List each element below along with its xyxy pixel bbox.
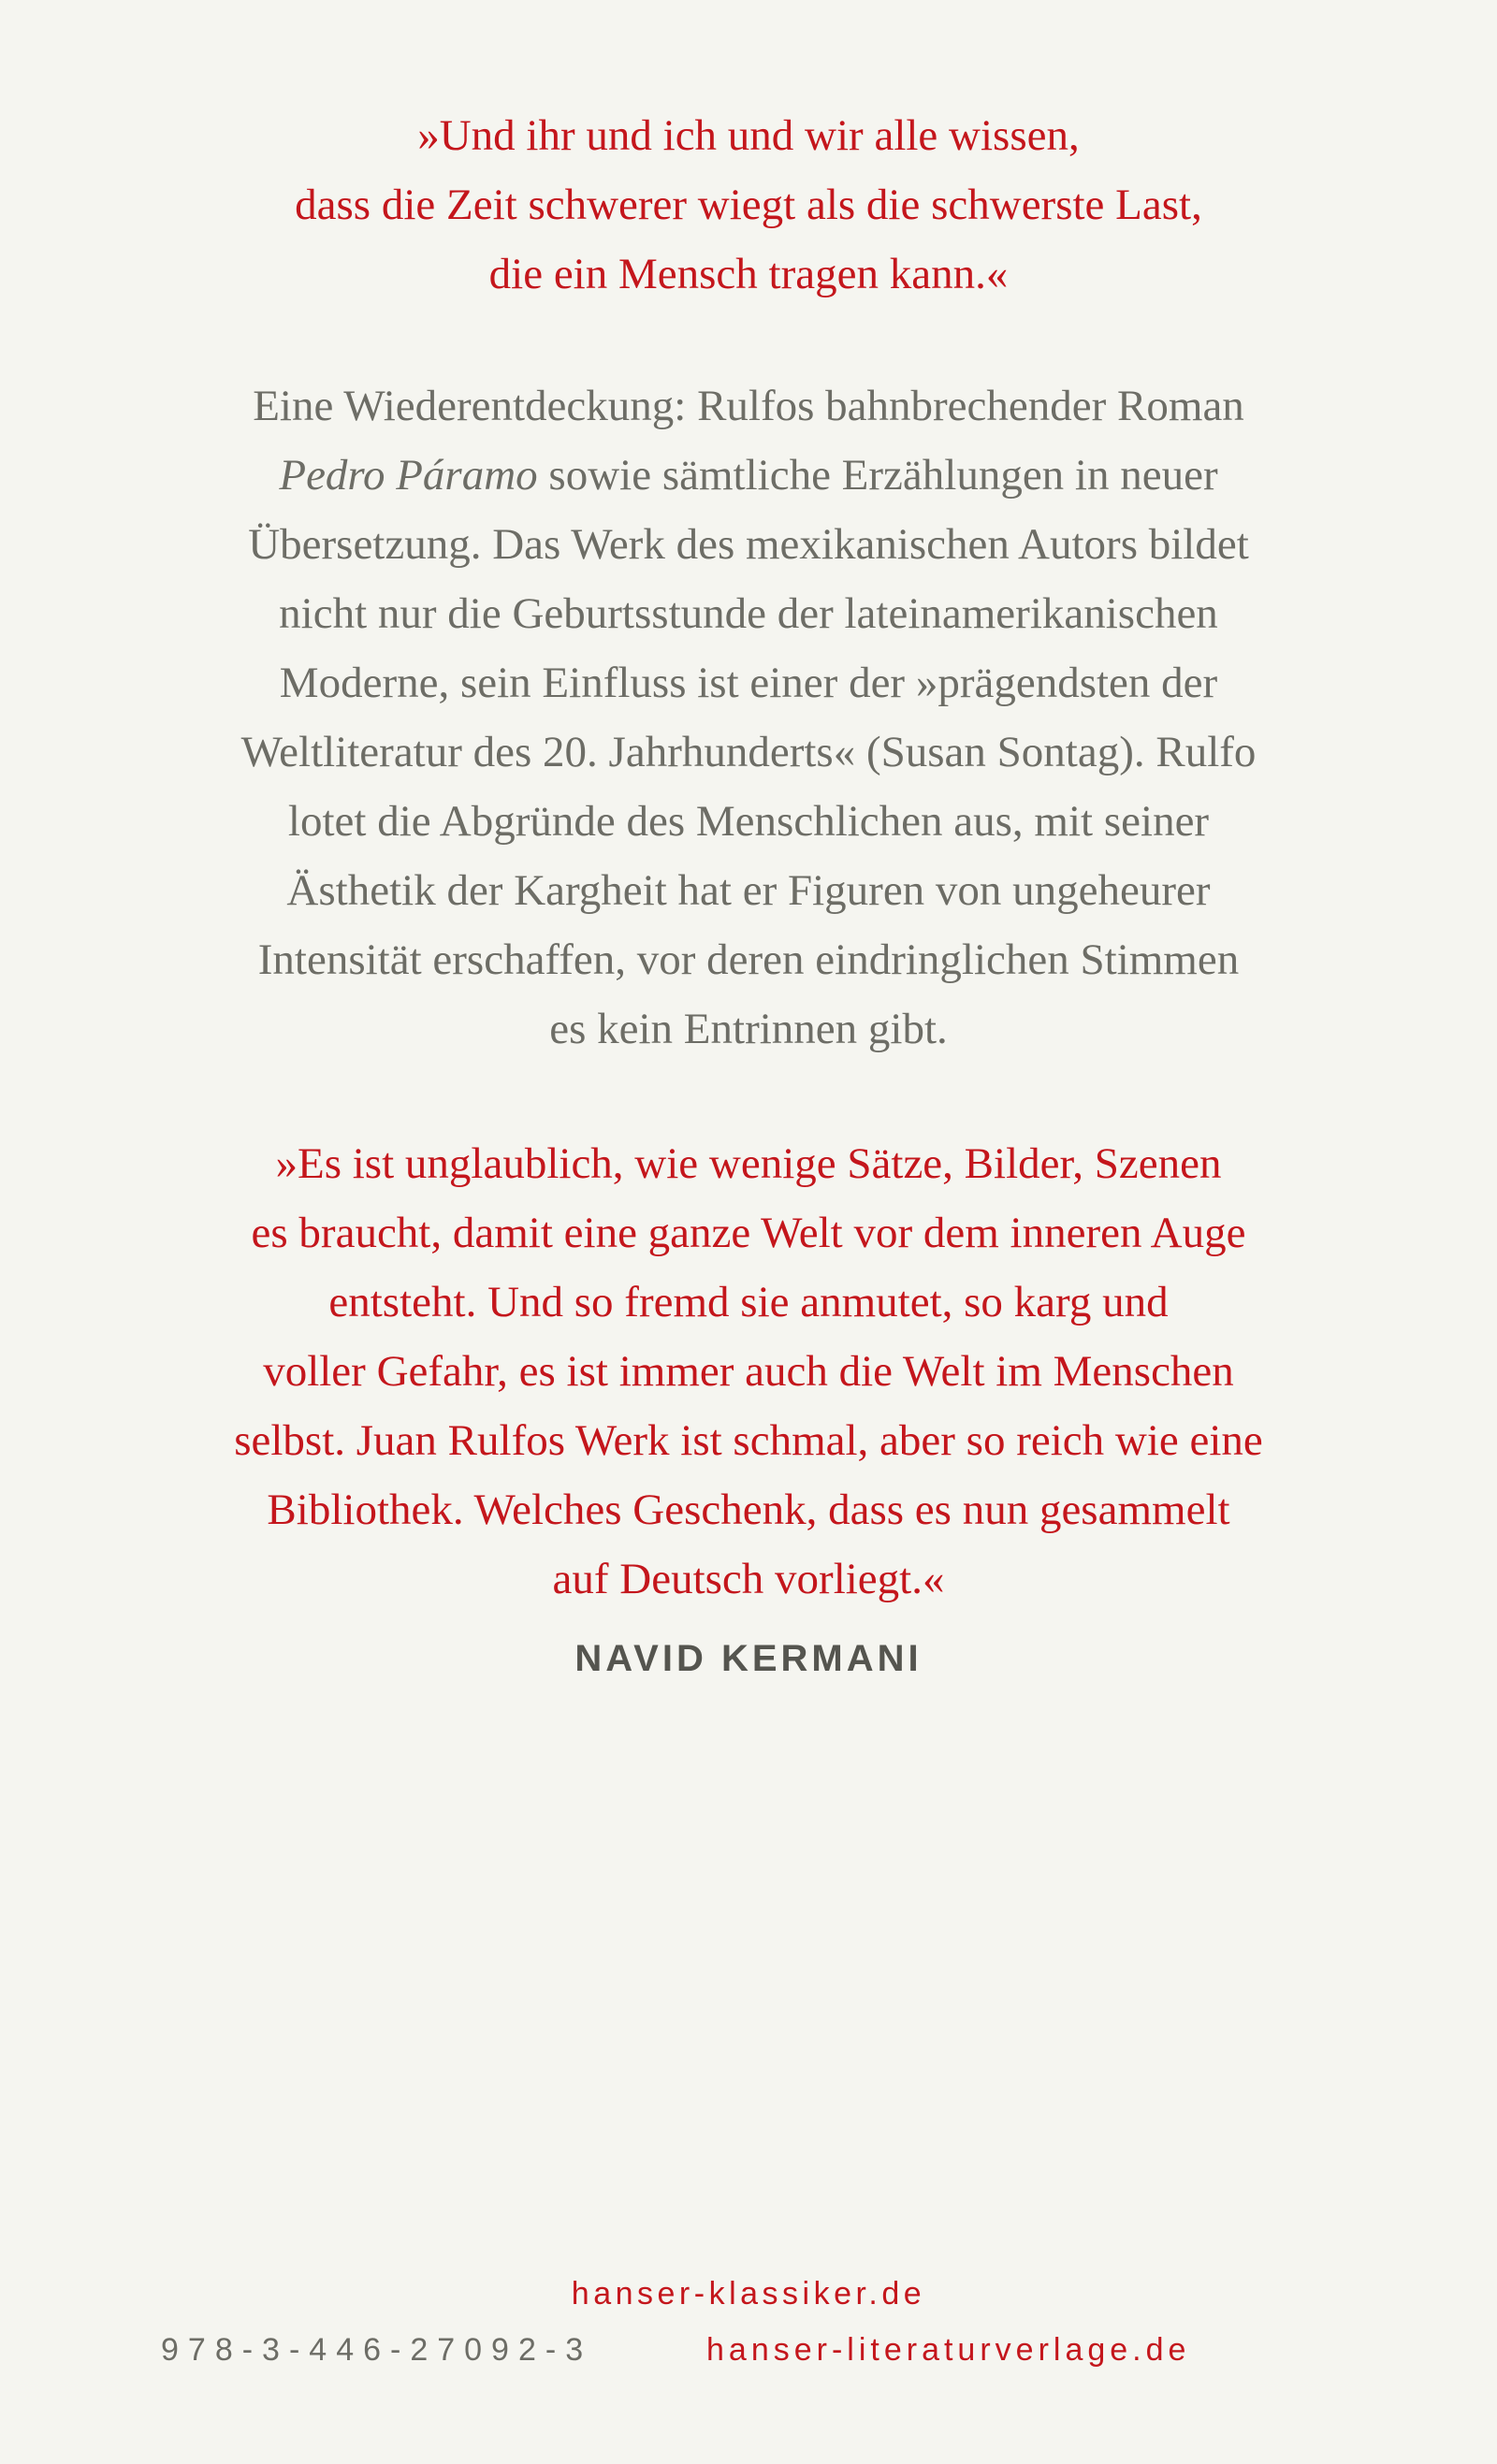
description-line: es kein Entrinnen gibt. <box>549 1005 948 1053</box>
review-author: NAVID KERMANI <box>574 1638 923 1679</box>
review-line: »Es ist unglaublich, wie wenige Sätze, Bilder, Szenen <box>275 1139 1222 1188</box>
review-line: Bibliothek. Welches Geschenk, dass es nun gesammelt <box>267 1486 1230 1534</box>
description-line: Moderne, sein Einfluss ist einer der »prägendsten der <box>279 659 1218 707</box>
description-line-rest: sowie sämtliche Erzählungen in neuer <box>537 451 1218 500</box>
website-link-klassiker[interactable]: hanser-klassiker.de <box>571 2276 926 2312</box>
review-line: voller Gefahr, es ist immer auch die Welt im Menschen <box>263 1347 1234 1396</box>
description-line: Eine Wiederentdeckung: Rulfos bahnbrechender Roman <box>253 382 1244 430</box>
description-line: Intensität erschaffen, vor deren eindringlichen Stimmen <box>257 935 1240 984</box>
epigraph-line: die ein Mensch tragen kann.« <box>488 250 1009 298</box>
description-line <box>0 441 1497 510</box>
epigraph-line: dass die Zeit schwerer wiegt als die schwerste Last, <box>295 181 1202 229</box>
description-line: Weltliteratur des 20. Jahrhunderts« (Susan Sontag). Rulfo <box>240 728 1257 776</box>
epigraph-quote <box>0 101 1497 309</box>
description-line: nicht nur die Geburtsstunde der lateinamerikanischen <box>279 589 1218 638</box>
isbn-number: 978-3-446-27092-3 <box>161 2332 593 2368</box>
review-line: es braucht, damit eine ganze Welt vor dem inneren Auge <box>251 1209 1246 1257</box>
description-line: lotet die Abgründe des Menschlichen aus, mit seiner <box>287 797 1210 846</box>
book-description <box>0 371 1497 1064</box>
description-line: Ästhetik der Kargheit hat er Figuren von ungeheurer <box>286 866 1211 915</box>
review-line: selbst. Juan Rulfos Werk ist schmal, aber so reich wie eine <box>234 1416 1263 1465</box>
epigraph-line: »Und ihr und ich und wir alle wissen, <box>417 111 1080 160</box>
review-line: auf Deutsch vorliegt.« <box>552 1555 945 1603</box>
review-quote <box>0 1129 1497 1614</box>
review-line: entsteht. Und so fremd sie anmutet, so karg und <box>328 1278 1169 1326</box>
book-title: Pedro Páramo <box>279 451 538 500</box>
website-link-literaturverlage[interactable]: hanser-literaturverlage.de <box>706 2332 1191 2368</box>
description-line: Übersetzung. Das Werk des mexikanischen Autors bildet <box>248 520 1249 569</box>
